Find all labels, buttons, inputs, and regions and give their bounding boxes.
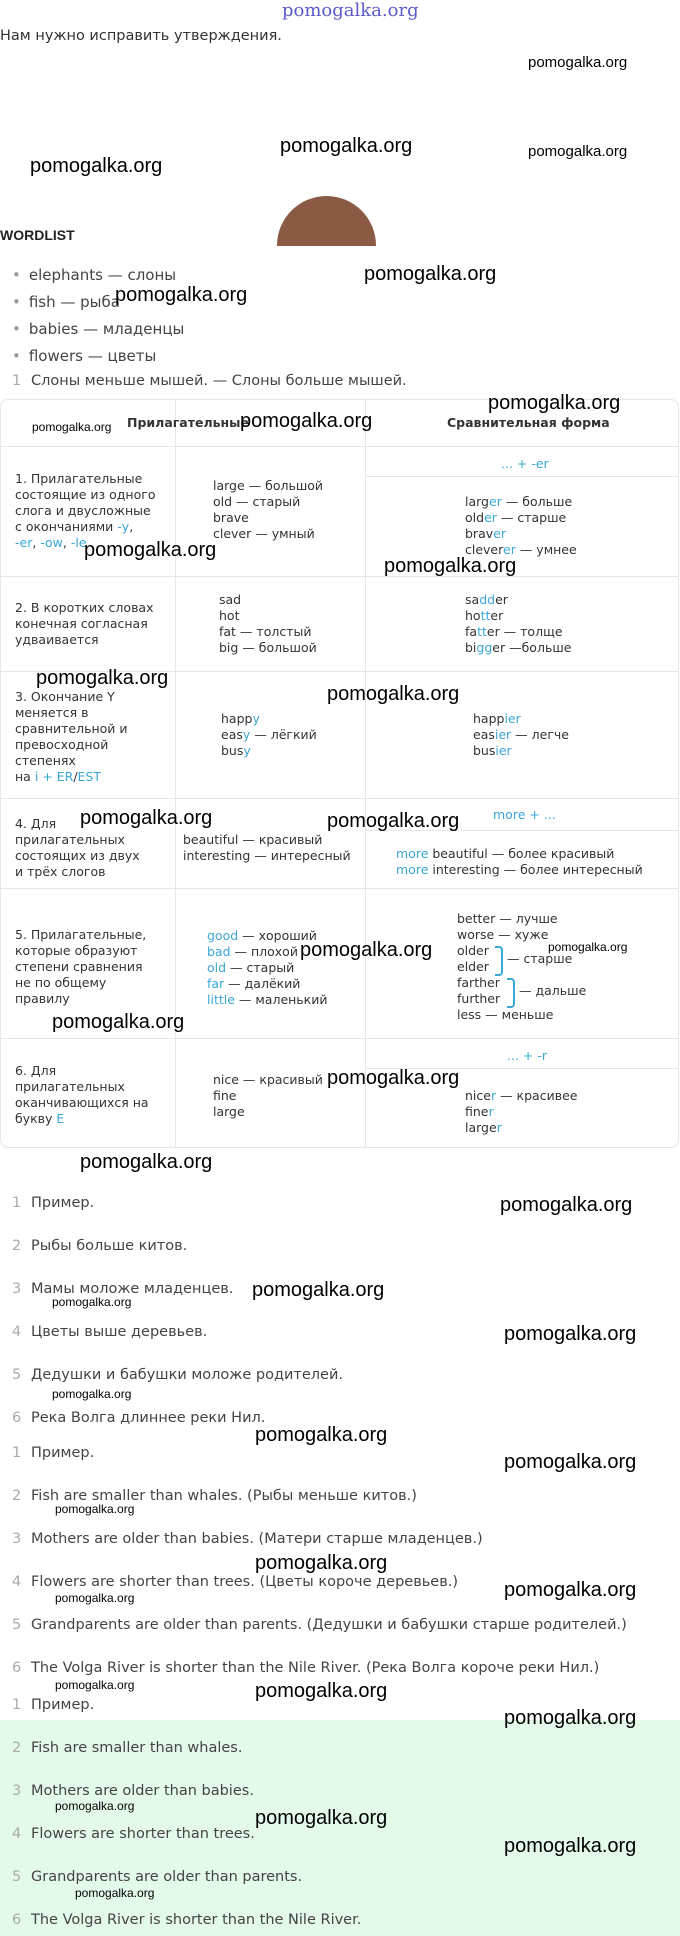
- comparatives-2: sadder hotter fatter — толще bigger —больше: [465, 592, 572, 655]
- adjectives-5: good — хороший bad — плохой old — старый far — далёкий little — маленький: [207, 928, 328, 1007]
- header-comparative: Сравнительная форма: [447, 415, 610, 430]
- comparison-table: [0, 399, 679, 1148]
- rule-1: 1. Прилагательные состоящие из одного слога и двусложные с окончаниями -y, -er, -ow, -le: [15, 471, 156, 550]
- watermark: pomogalka.org: [252, 1279, 385, 1301]
- watermark: pomogalka.org: [504, 1323, 637, 1345]
- list-item: • flowers — цветы: [12, 346, 184, 373]
- watermark: pomogalka.org: [80, 807, 213, 829]
- answer-en-3: 3 Mothers are older than babies.: [12, 1783, 254, 1799]
- watermark: pomogalka.org: [52, 1011, 185, 1033]
- comparatives-4: more beautiful — более красивый more interesting — более интересный: [396, 846, 643, 877]
- watermark: pomogalka.org: [548, 940, 628, 954]
- watermark: pomogalka.org: [488, 392, 621, 414]
- adjectives-3: happy easy — лёгкий busy: [221, 711, 317, 758]
- watermark: pomogalka.org: [52, 1387, 132, 1401]
- answer-en-4: 4 Flowers are shorter than trees.: [12, 1826, 255, 1842]
- watermark: pomogalka.org: [255, 1680, 388, 1702]
- watermark: pomogalka.org: [327, 683, 460, 705]
- answer-ru-3: 3 Мамы моложе младенцев.: [12, 1281, 234, 1297]
- answer-ru-2: 2 Рыбы больше китов.: [12, 1238, 188, 1254]
- comparatives-1: larger — больше older — старше braver cleverer — умнее: [465, 494, 577, 557]
- watermark: pomogalka.org: [75, 1886, 155, 1900]
- watermark: pomogalka.org: [255, 1424, 388, 1446]
- list-item: • babies — младенцы: [12, 319, 184, 346]
- watermark: pomogalka.org: [528, 54, 628, 71]
- watermark: pomogalka.org: [55, 1591, 135, 1605]
- watermark: pomogalka.org: [327, 1067, 460, 1089]
- watermark: pomogalka.org: [280, 135, 413, 157]
- watermark: pomogalka.org: [55, 1799, 135, 1813]
- answer-en-5: 5 Grandparents are older than parents.: [12, 1869, 303, 1885]
- watermark: pomogalka.org: [115, 284, 248, 306]
- rule-4: 4. Для прилагательных состоящих из двух и трёх слогов: [15, 816, 140, 879]
- watermark: pomogalka.org: [504, 1835, 637, 1857]
- watermark: pomogalka.org: [55, 1502, 135, 1516]
- answer-en-ru-1: 1 Пример.: [12, 1445, 95, 1461]
- site-logo[interactable]: pomogalka.org: [282, 0, 419, 21]
- answer-ru-1: 1 Пример.: [12, 1195, 95, 1211]
- answer-en-ru-6: 6 The Volga River is shorter than the Nile River. (Река Волга короче реки Нил.): [12, 1660, 600, 1676]
- answer-en-ru-3: 3 Mothers are older than babies. (Матери старше младенцев.): [12, 1531, 483, 1547]
- watermark: pomogalka.org: [364, 263, 497, 285]
- farther-note: — дальше: [519, 983, 587, 998]
- answer-en-ru-5: 5 Grandparents are older than parents. (Дедушки и бабушки старше родителей.): [12, 1617, 627, 1633]
- decorative-image: [277, 196, 376, 246]
- brace-older: [495, 946, 503, 976]
- watermark: pomogalka.org: [84, 539, 217, 561]
- answer-en-ru-4: 4 Flowers are shorter than trees. (Цветы короче деревьев.): [12, 1574, 459, 1590]
- comparatives-5: better — лучше worse — хуже older elder farther further less — меньше: [457, 911, 558, 1022]
- comparatives-6: nicer — красивее finer larger: [465, 1088, 578, 1135]
- adjectives-1: large — большой old — старый brave clever — умный: [213, 478, 324, 541]
- rule-2: 2. В коротких словах конечная согласная удваивается: [15, 600, 154, 647]
- older-note: — старше: [507, 951, 573, 966]
- rule-3: 3. Окончание Y меняется в сравнительной и превосходной степенях на i + ER/EST: [15, 689, 128, 784]
- pattern-more: more + ...: [493, 807, 556, 822]
- watermark: pomogalka.org: [255, 1807, 388, 1829]
- answer-ru-5: 5 Дедушки и бабушки моложе родителей.: [12, 1367, 344, 1383]
- watermark: pomogalka.org: [504, 1707, 637, 1729]
- wordlist: [12, 265, 184, 373]
- answer-en-ru-2: 2 Fish are smaller than whales. (Рыбы меньше китов.): [12, 1488, 417, 1504]
- rule-5: 5. Прилагательные, которые образуют степени сравнения не по общему правилу: [15, 927, 147, 1006]
- watermark: pomogalka.org: [500, 1194, 633, 1216]
- answer-en-2: 2 Fish are smaller than whales.: [12, 1740, 243, 1756]
- watermark: pomogalka.org: [52, 1295, 132, 1309]
- watermark: pomogalka.org: [327, 810, 460, 832]
- watermark: pomogalka.org: [55, 1678, 135, 1692]
- list-item: • fish — рыба: [12, 292, 184, 319]
- watermark: pomogalka.org: [80, 1151, 213, 1173]
- statement-1: 1 Слоны меньше мышей. — Слоны больше мышей.: [12, 373, 407, 389]
- answer-ru-4: 4 Цветы выше деревьев.: [12, 1324, 208, 1340]
- watermark: pomogalka.org: [504, 1451, 637, 1473]
- watermark: pomogalka.org: [32, 420, 112, 434]
- header-adjectives: Прилагательные: [127, 415, 249, 430]
- pattern-er: ... + -er: [501, 456, 549, 471]
- watermark: pomogalka.org: [30, 155, 163, 177]
- watermark: pomogalka.org: [528, 143, 628, 160]
- wordlist-title: WORDLIST: [0, 227, 75, 243]
- watermark: pomogalka.org: [300, 939, 433, 961]
- watermark: pomogalka.org: [384, 555, 517, 577]
- answer-en-1: 1 Пример.: [12, 1697, 95, 1713]
- adjectives-6: nice — красивый fine large: [213, 1072, 323, 1119]
- adjectives-4: beautiful — красивый interesting — интересный: [183, 832, 351, 863]
- watermark: pomogalka.org: [240, 410, 373, 432]
- adjectives-2: sad hot fat — толстый big — большой: [219, 592, 317, 655]
- comparatives-3: happier easier — легче busier: [473, 711, 569, 758]
- rule-6: 6. Для прилагательных оканчивающихся на букву E: [15, 1063, 149, 1126]
- answer-en-6: 6 The Volga River is shorter than the Nile River.: [12, 1912, 362, 1928]
- watermark: pomogalka.org: [36, 667, 169, 689]
- brace-farther: [507, 978, 515, 1008]
- watermark: pomogalka.org: [255, 1552, 388, 1574]
- answer-ru-6: 6 Река Волга длиннее реки Нил.: [12, 1410, 266, 1426]
- task-intro: Нам нужно исправить утверждения.: [0, 28, 282, 44]
- pattern-r: ... + -r: [507, 1048, 547, 1063]
- watermark: pomogalka.org: [504, 1579, 637, 1601]
- list-item: • elephants — слоны: [12, 265, 184, 292]
